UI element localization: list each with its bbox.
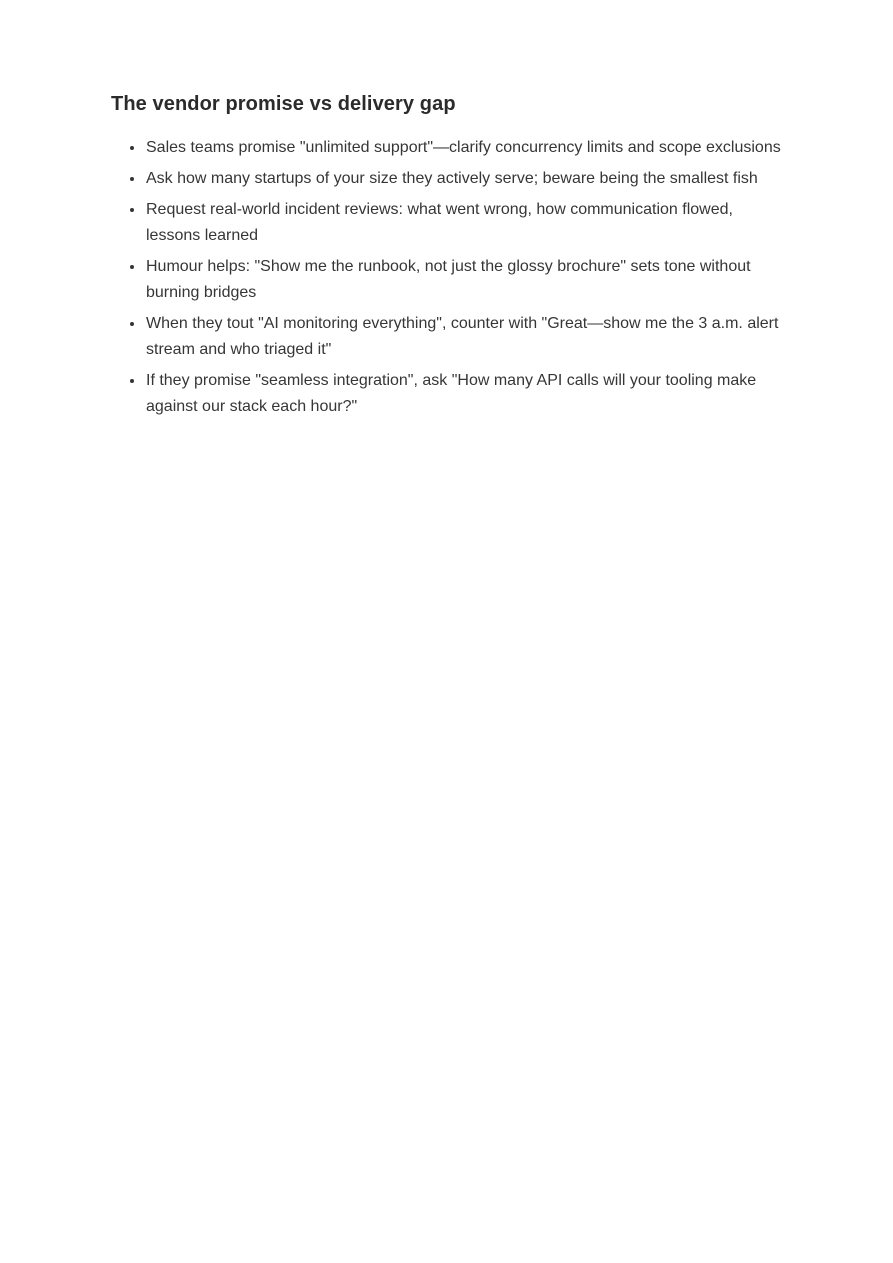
list-item: • When they tout "AI monitoring everything", counter with "Great—show me the 3 a.m. alert stream and who triaged it" bbox=[145, 311, 783, 363]
list-item: • Sales teams promise "unlimited support"—clarify concurrency limits and scope exclusions bbox=[145, 135, 783, 161]
list-item: • Humour helps: "Show me the runbook, not just the glossy brochure" sets tone without burning bridges bbox=[145, 254, 783, 306]
list-item: • Ask how many startups of your size they actively serve; beware being the smallest fish bbox=[145, 166, 783, 192]
list-item: • If they promise "seamless integration", ask "How many API calls will your tooling make against our stack each hour?" bbox=[145, 368, 783, 420]
page-title: The vendor promise vs delivery gap bbox=[111, 93, 456, 115]
bullet-list bbox=[111, 135, 783, 420]
document-content bbox=[0, 0, 793, 420]
list-item: • Request real-world incident reviews: what went wrong, how communication flowed, lessons learned bbox=[145, 197, 783, 249]
